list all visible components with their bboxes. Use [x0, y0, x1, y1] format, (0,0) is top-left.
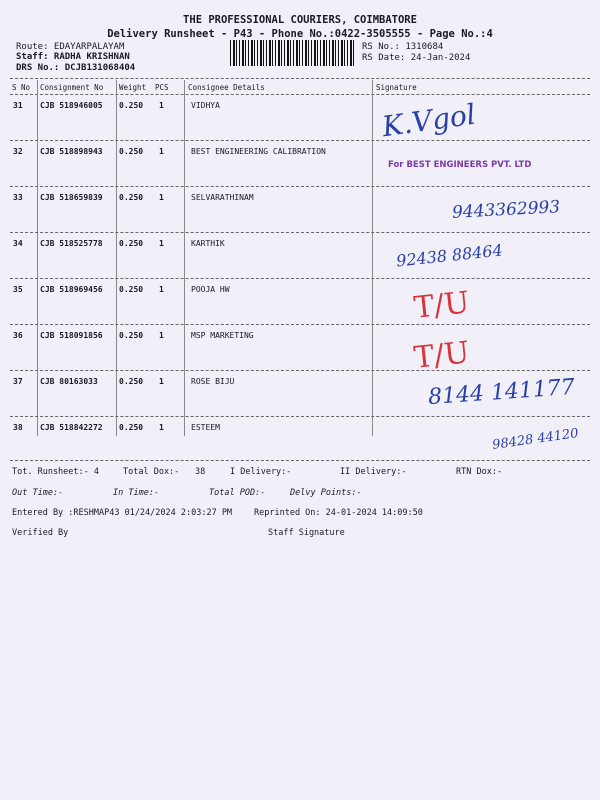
route: Route: EDAYARPALAYAM	[16, 42, 125, 52]
row-weight: 0.250	[119, 147, 144, 156]
row-sno: 35	[13, 285, 23, 294]
out-time: Out Time:-	[12, 488, 64, 498]
table-bottom-rule	[10, 460, 590, 461]
row-sno: 36	[13, 331, 23, 340]
row-sno: 33	[13, 193, 23, 202]
row-sno: 34	[13, 239, 23, 248]
signature-36: T/U	[412, 335, 472, 376]
row-consignee: SELVARATHINAM	[191, 193, 254, 202]
in-time: In Time:-	[113, 488, 160, 498]
col-divider	[184, 80, 185, 436]
runsheet-subtitle: Delivery Runsheet - P43 - Phone No.:0422-3505555 - Page No.:4	[107, 28, 493, 40]
col-header-consignee: Consignee Details	[188, 83, 265, 92]
row-pcs: 1	[159, 285, 164, 294]
rs-date: RS Date: 24-Jan-2024	[362, 53, 471, 63]
verified-by: Verified By	[12, 528, 69, 538]
staff: Staff: RADHA KRISHNAN	[16, 52, 130, 62]
table-top-rule	[10, 78, 590, 79]
row-sno: 31	[13, 101, 23, 110]
signature-38: 98428 44120	[491, 426, 580, 453]
row-pcs: 1	[159, 377, 164, 386]
tot-runsheet: Tot. Runsheet:- 4	[12, 467, 99, 477]
row-consignment-no: CJB 518969456	[40, 285, 103, 294]
ii-delivery: II Delivery:-	[340, 467, 407, 477]
row-pcs: 1	[159, 193, 164, 202]
col-header-consignment: Consignment No	[40, 83, 104, 92]
total-pod: Total POD:-	[209, 488, 266, 498]
row-consignee: ESTEEM	[191, 423, 220, 432]
table-header-rule	[10, 94, 590, 95]
signature-37: 8144 141177	[427, 374, 576, 411]
rtn-dox: RTN Dox:-	[456, 467, 503, 477]
row-consignment-no: CJB 518091856	[40, 331, 103, 340]
barcode	[230, 40, 356, 66]
signature-35: T/U	[412, 285, 472, 326]
row-pcs: 1	[159, 239, 164, 248]
row-weight: 0.250	[119, 285, 144, 294]
row-weight: 0.250	[119, 423, 144, 432]
row-weight: 0.250	[119, 239, 144, 248]
row-pcs: 1	[159, 101, 164, 110]
company-stamp: For BEST ENGINEERS PVT. LTD	[388, 160, 532, 170]
signature-34: 92438 88464	[395, 240, 504, 271]
row-consignment-no: CJB 518525778	[40, 239, 103, 248]
delvy-points: Delvy Points:-	[290, 488, 362, 498]
row-weight: 0.250	[119, 377, 144, 386]
row-consignment-no: CJB 518946005	[40, 101, 103, 110]
total-dox-value: 38	[195, 467, 206, 477]
col-divider	[372, 80, 373, 436]
row-pcs: 1	[159, 423, 164, 432]
row-weight: 0.250	[119, 101, 144, 110]
col-divider	[37, 80, 38, 436]
row-sno: 38	[13, 423, 23, 432]
row-consignment-no: CJB 80163033	[40, 377, 98, 386]
row-consignee: MSP MARKETING	[191, 331, 254, 340]
col-header-sno: S No	[12, 83, 31, 92]
row-rule	[10, 232, 590, 233]
row-consignment-no: CJB 518898943	[40, 147, 103, 156]
row-rule	[10, 324, 590, 325]
signature-31: K.Vgol	[380, 97, 478, 144]
row-rule	[10, 278, 590, 279]
row-weight: 0.250	[119, 331, 144, 340]
row-sno: 32	[13, 147, 23, 156]
row-consignee: BEST ENGINEERING CALIBRATION	[191, 147, 326, 156]
col-header-pcs: PCS	[155, 83, 169, 92]
i-delivery: I Delivery:-	[230, 467, 292, 477]
row-weight: 0.250	[119, 193, 144, 202]
row-rule	[10, 186, 590, 187]
col-header-weight: Weight	[119, 83, 147, 92]
entered-by: Entered By :RESHMAP43 01/24/2024 2:03:27 PM	[12, 508, 233, 518]
rs-number: RS No.: 1310684	[362, 42, 444, 52]
row-consignee: POOJA HW	[191, 285, 230, 294]
staff-signature: Staff Signature	[268, 528, 345, 538]
row-rule	[10, 140, 590, 141]
row-consignment-no: CJB 518842272	[40, 423, 103, 432]
row-rule	[10, 416, 590, 417]
signature-33: 9443362993	[451, 197, 561, 223]
total-dox-label: Total Dox:-	[123, 467, 180, 477]
row-consignee: KARTHIK	[191, 239, 225, 248]
row-consignee: ROSE BIJU	[191, 377, 235, 386]
company-title: THE PROFESSIONAL COURIERS, COIMBATORE	[183, 14, 417, 26]
col-header-signature: Signature	[376, 83, 417, 92]
drs-number: DRS No.: DCJB131068404	[16, 63, 136, 73]
row-pcs: 1	[159, 147, 164, 156]
row-sno: 37	[13, 377, 23, 386]
row-rule	[10, 370, 590, 371]
row-consignee: VIDHYA	[191, 101, 220, 110]
col-divider	[116, 80, 117, 436]
row-consignment-no: CJB 518659839	[40, 193, 103, 202]
row-pcs: 1	[159, 331, 164, 340]
reprinted-on: Reprinted On: 24-01-2024 14:09:50	[254, 508, 423, 518]
